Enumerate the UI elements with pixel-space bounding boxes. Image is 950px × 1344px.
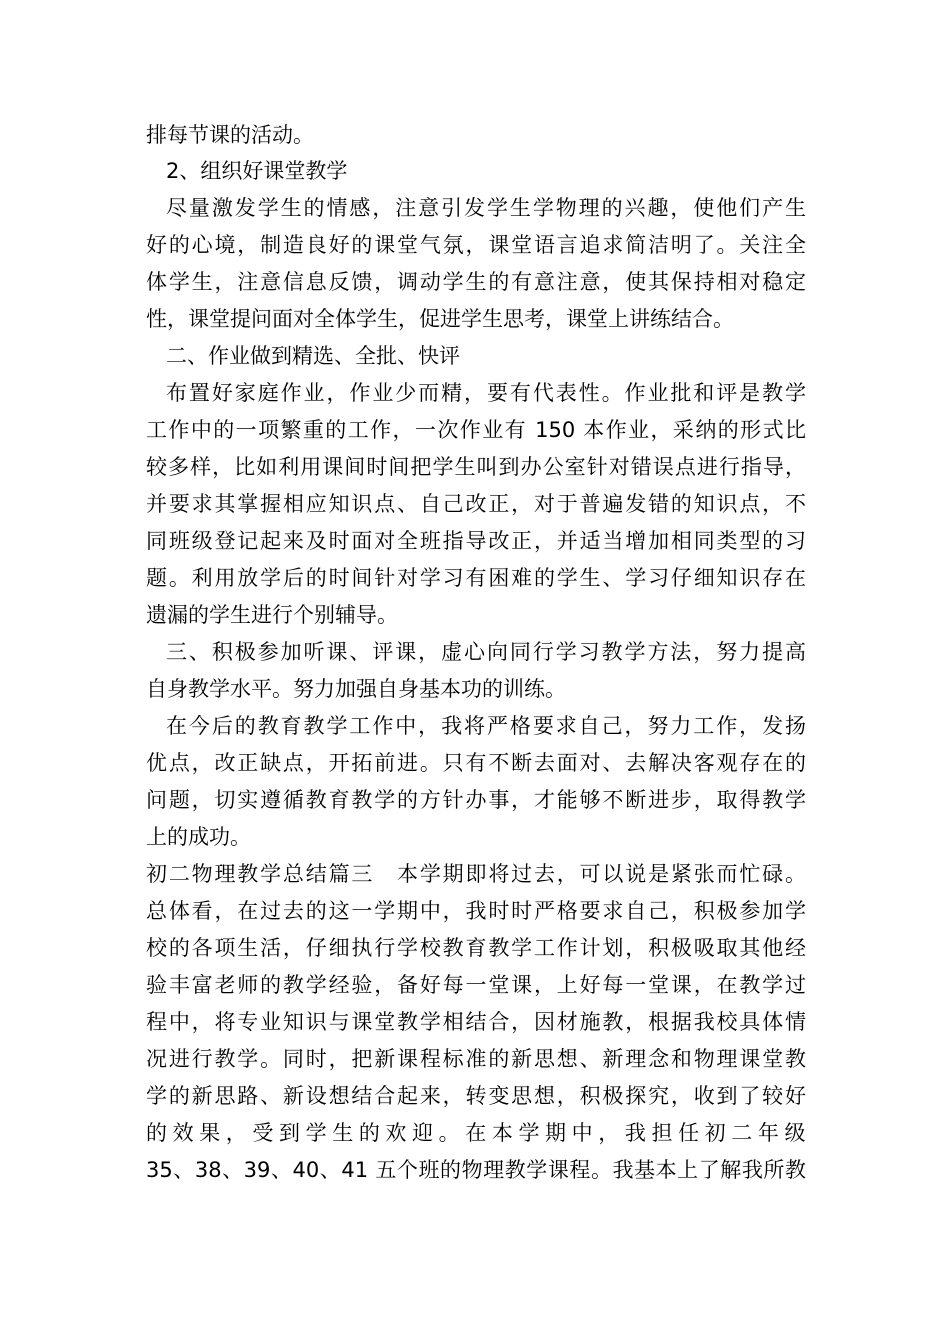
text-line: 同班级登记起来及时面对全班指导改正，并适当增加相同类型的习	[146, 529, 806, 553]
text-line: 尽量激发学生的情感，注意引发学生学物理的兴趣，使他们产生	[166, 196, 806, 220]
section-heading: 2、组织好课堂教学	[166, 159, 348, 183]
text-line: 遗漏的学生进行个别辅导。	[146, 603, 398, 627]
text-line: 校的各项生活，仔细执行学校教育教学工作计划，积极吸取其他经	[146, 936, 806, 960]
text-line: 题。利用放学后的时间针对学习有困难的学生、学习仔细知识存在	[146, 566, 806, 590]
text-line: 35、38、39、40、41 五个班的物理教学课程。我基本上了解我所教	[146, 1158, 806, 1182]
text-line: 并要求其掌握相应知识点、自己改正，对于普遍发错的知识点，不	[146, 492, 806, 516]
text-line: 性，课堂提问面对全体学生，促进学生思考，课堂上讲练结合。	[146, 307, 734, 331]
text-line: 好的心境，制造良好的课堂气氛，课堂语言追求简洁明了。关注全	[146, 233, 806, 257]
text-line: 程中，将专业知识与课堂教学相结合，因材施教，根据我校具体情	[146, 1010, 806, 1034]
text-line: 工作中的一项繁重的工作，一次作业有 150 本作业，采纳的形式比	[146, 418, 806, 442]
section-heading: 二、作业做到精选、全批、快评	[166, 344, 460, 368]
text-line: 优点，改正缺点，开拓前进。只有不断去面对、去解决客观存在的	[146, 751, 806, 775]
text-line: 学的新思路、新设想结合起来，转变思想，积极探究，收到了较好	[146, 1084, 806, 1108]
text-line: 上的成功。	[146, 825, 251, 849]
text-line: 问题，切实遵循教育教学的方针办事，才能够不断进步，取得教学	[146, 788, 806, 812]
text-line: 布置好家庭作业，作业少而精，要有代表性。作业批和评是教学	[166, 381, 806, 405]
text-line: 体学生，注意信息反馈，调动学生的有意注意，使其保持相对稳定	[146, 270, 806, 294]
text-line: 在今后的教育教学工作中，我将严格要求自己，努力工作，发扬	[166, 714, 806, 738]
text-line: 较多样，比如利用课间时间把学生叫到办公室针对错误点进行指导，	[146, 455, 806, 479]
section-heading: 三、积极参加听课、评课，虚心向同行学习教学方法，努力提高	[166, 640, 806, 664]
text-line: 排每节课的活动。	[146, 123, 314, 147]
text-line: 总体看，在过去的这一学期中，我时时严格要求自己，积极参加学	[146, 899, 806, 923]
section-title-line: 初二物理教学总结篇三 本学期即将过去，可以说是紧张而忙碌。	[146, 862, 806, 886]
text-line: 自身教学水平。努力加强自身基本功的训练。	[146, 677, 566, 701]
text-line: 况进行教学。同时，把新课程标准的新思想、新理念和物理课堂教	[146, 1047, 806, 1071]
text-line: 验丰富老师的教学经验，备好每一堂课，上好每一堂课，在教学过	[146, 973, 806, 997]
text-line: 的效果，受到学生的欢迎。在本学期中，我担任初二年级	[146, 1121, 806, 1145]
